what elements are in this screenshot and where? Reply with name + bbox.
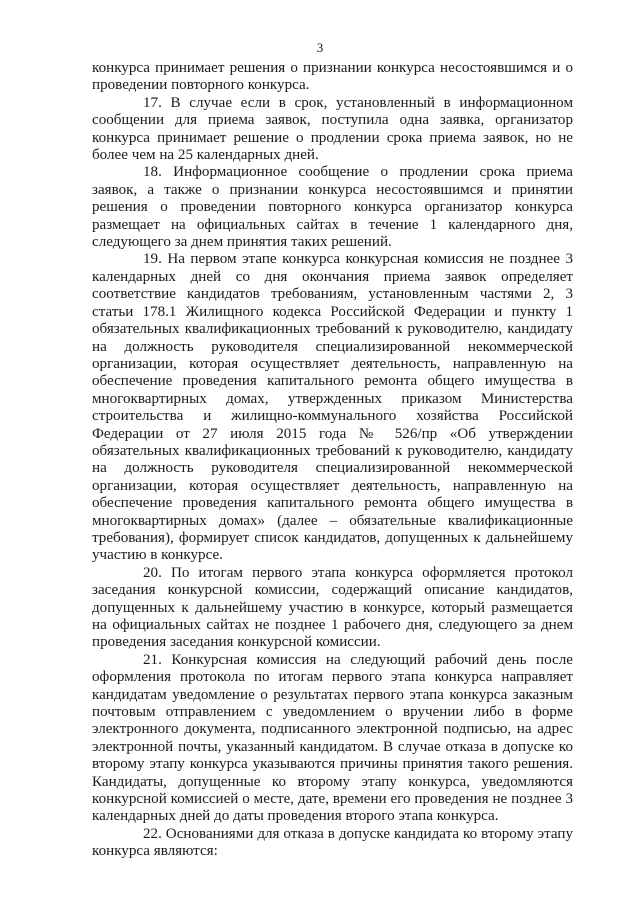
paragraph-21: 21. Конкурсная комиссия на следующий рабочий день после оформления протокола по итогам первого этапа конкурса направляет кандидатам уведомление о результатах первого этапа конкурса заказным почтовым отправлением с уведомлением о вручении либо в форме электронного документа, подписанного электронной подписью, на адрес электронной почты, указанный кандидатом. В случае отказа в допуске ко второму этапу конкурса указываются причины принятия такого решения. Кандидаты, допущенные ко второму этапу конкурса, уведомляются конкурсной комиссией о месте, дате, времени его проведения не позднее 3 календарных дней до даты проведения второго этапа конкурса.	[92, 651, 573, 825]
paragraph-17: 17. В случае если в срок, установленный в информационном сообщении для приема заявок, поступила одна заявка, организатор конкурса принимает решение о продлении срока приема заявок, но не более чем на 25 календарных дней.	[92, 94, 573, 164]
paragraph-19: 19. На первом этапе конкурса конкурсная комиссия не позднее 3 календарных дней со дня окончания приема заявок определяет соответствие кандидатов требованиям, установленным частями 2, 3 статьи 178.1 Жилищного кодекса Российской Федерации и пункту 1 обязательных квалификационных требований к руководителю, кандидату на должность руководителя специализированной некоммерческой организации, которая осуществляет деятельность, направленную на обеспечение проведения капитального ремонта общего имущества в многоквартирных домах, утвержденных приказом Министерства строительства и жилищно-коммунального хозяйства Российской Федерации от 27 июля 2015 года № 526/пр «Об утверждении обязательных квалификационных требований к руководителю, кандидату на должность руководителя специализированной некоммерческой организации, которая осуществляет деятельность, направленную на обеспечение проведения капитального ремонта общего имущества в многоквартирных домах» (далее – обязательные квалификационные требования), формирует список кандидатов, допущенных к дальнейшему участию в конкурсе.	[92, 251, 573, 564]
page-number: 3	[316, 40, 324, 55]
paragraph-22: 22. Основаниями для отказа в допуске кандидата ко второму этапу конкурса являются:	[92, 825, 573, 860]
paragraph-18: 18. Информационное сообщение о продлении срока приема заявок, а также о признании конкурса несостоявшимся и принятии решения о проведении повторного конкурса организатор конкурса размещает на официальных сайтах в течение 1 календарного дня, следующего за днем принятия таких решений.	[92, 164, 573, 251]
paragraph-continuation: конкурса принимает решения о признании конкурса несостоявшимся и о проведении повторного конкурса.	[92, 60, 573, 94]
document-body	[92, 60, 573, 861]
paragraph-20: 20. По итогам первого этапа конкурса оформляется протокол заседания конкурсной комиссии, содержащий описание кандидатов, допущенных к дальнейшему участию в конкурсе, который размещается на официальных сайтах не позднее 1 рабочего дня, следующего за днем проведения заседания конкурсной комиссии.	[92, 564, 573, 651]
